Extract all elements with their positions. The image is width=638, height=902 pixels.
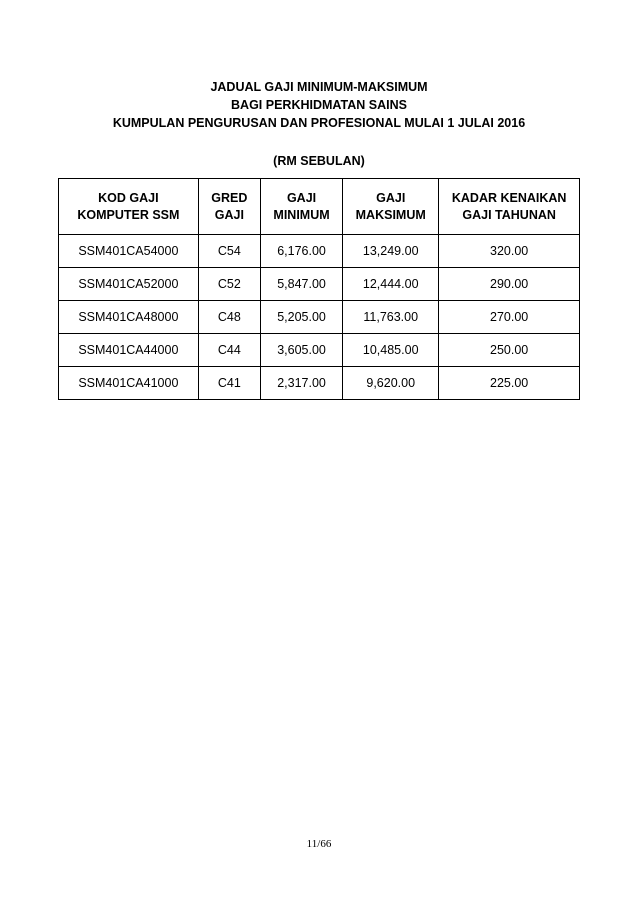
cell-gred: C41 <box>198 367 260 400</box>
cell-kadar-kenaikan: 320.00 <box>439 235 580 268</box>
cell-gred: C44 <box>198 334 260 367</box>
salary-table <box>58 178 580 400</box>
title-line-2: BAGI PERKHIDMATAN SAINS <box>231 98 407 112</box>
cell-gaji-minimum: 5,847.00 <box>260 268 342 301</box>
header-gaji-minimum: GAJI MINIMUM <box>260 179 342 235</box>
cell-gaji-minimum: 2,317.00 <box>260 367 342 400</box>
title-line-1: JADUAL GAJI MINIMUM-MAKSIMUM <box>210 80 428 94</box>
cell-kadar-kenaikan: 250.00 <box>439 334 580 367</box>
table-row <box>59 235 580 268</box>
cell-kod-gaji: SSM401CA48000 <box>59 301 199 334</box>
document-title <box>0 78 638 132</box>
cell-gaji-maksimum: 9,620.00 <box>343 367 439 400</box>
cell-gaji-maksimum: 11,763.00 <box>343 301 439 334</box>
cell-gaji-minimum: 6,176.00 <box>260 235 342 268</box>
page-number: 11/66 <box>306 838 332 850</box>
cell-kadar-kenaikan: 270.00 <box>439 301 580 334</box>
table-header-row <box>59 179 580 235</box>
cell-gred: C54 <box>198 235 260 268</box>
cell-kod-gaji: SSM401CA52000 <box>59 268 199 301</box>
cell-gaji-maksimum: 12,444.00 <box>343 268 439 301</box>
cell-gaji-minimum: 3,605.00 <box>260 334 342 367</box>
table-row <box>59 334 580 367</box>
header-kod-gaji: KOD GAJI KOMPUTER SSM <box>59 179 199 235</box>
table-row <box>59 301 580 334</box>
cell-kadar-kenaikan: 225.00 <box>439 367 580 400</box>
cell-gaji-minimum: 5,205.00 <box>260 301 342 334</box>
header-gred-gaji: GRED GAJI <box>198 179 260 235</box>
header-kadar-kenaikan: KADAR KENAIKAN GAJI TAHUNAN <box>439 179 580 235</box>
header-gaji-maksimum: GAJI MAKSIMUM <box>343 179 439 235</box>
cell-kadar-kenaikan: 290.00 <box>439 268 580 301</box>
cell-kod-gaji: SSM401CA41000 <box>59 367 199 400</box>
cell-kod-gaji: SSM401CA44000 <box>59 334 199 367</box>
title-line-3: KUMPULAN PENGURUSAN DAN PROFESIONAL MULAI 1 JULAI 2016 <box>112 116 526 130</box>
table-row <box>59 367 580 400</box>
cell-gaji-maksimum: 13,249.00 <box>343 235 439 268</box>
unit-label: (RM SEBULAN) <box>273 154 365 168</box>
table-row <box>59 268 580 301</box>
cell-gaji-maksimum: 10,485.00 <box>343 334 439 367</box>
cell-kod-gaji: SSM401CA54000 <box>59 235 199 268</box>
cell-gred: C52 <box>198 268 260 301</box>
cell-gred: C48 <box>198 301 260 334</box>
